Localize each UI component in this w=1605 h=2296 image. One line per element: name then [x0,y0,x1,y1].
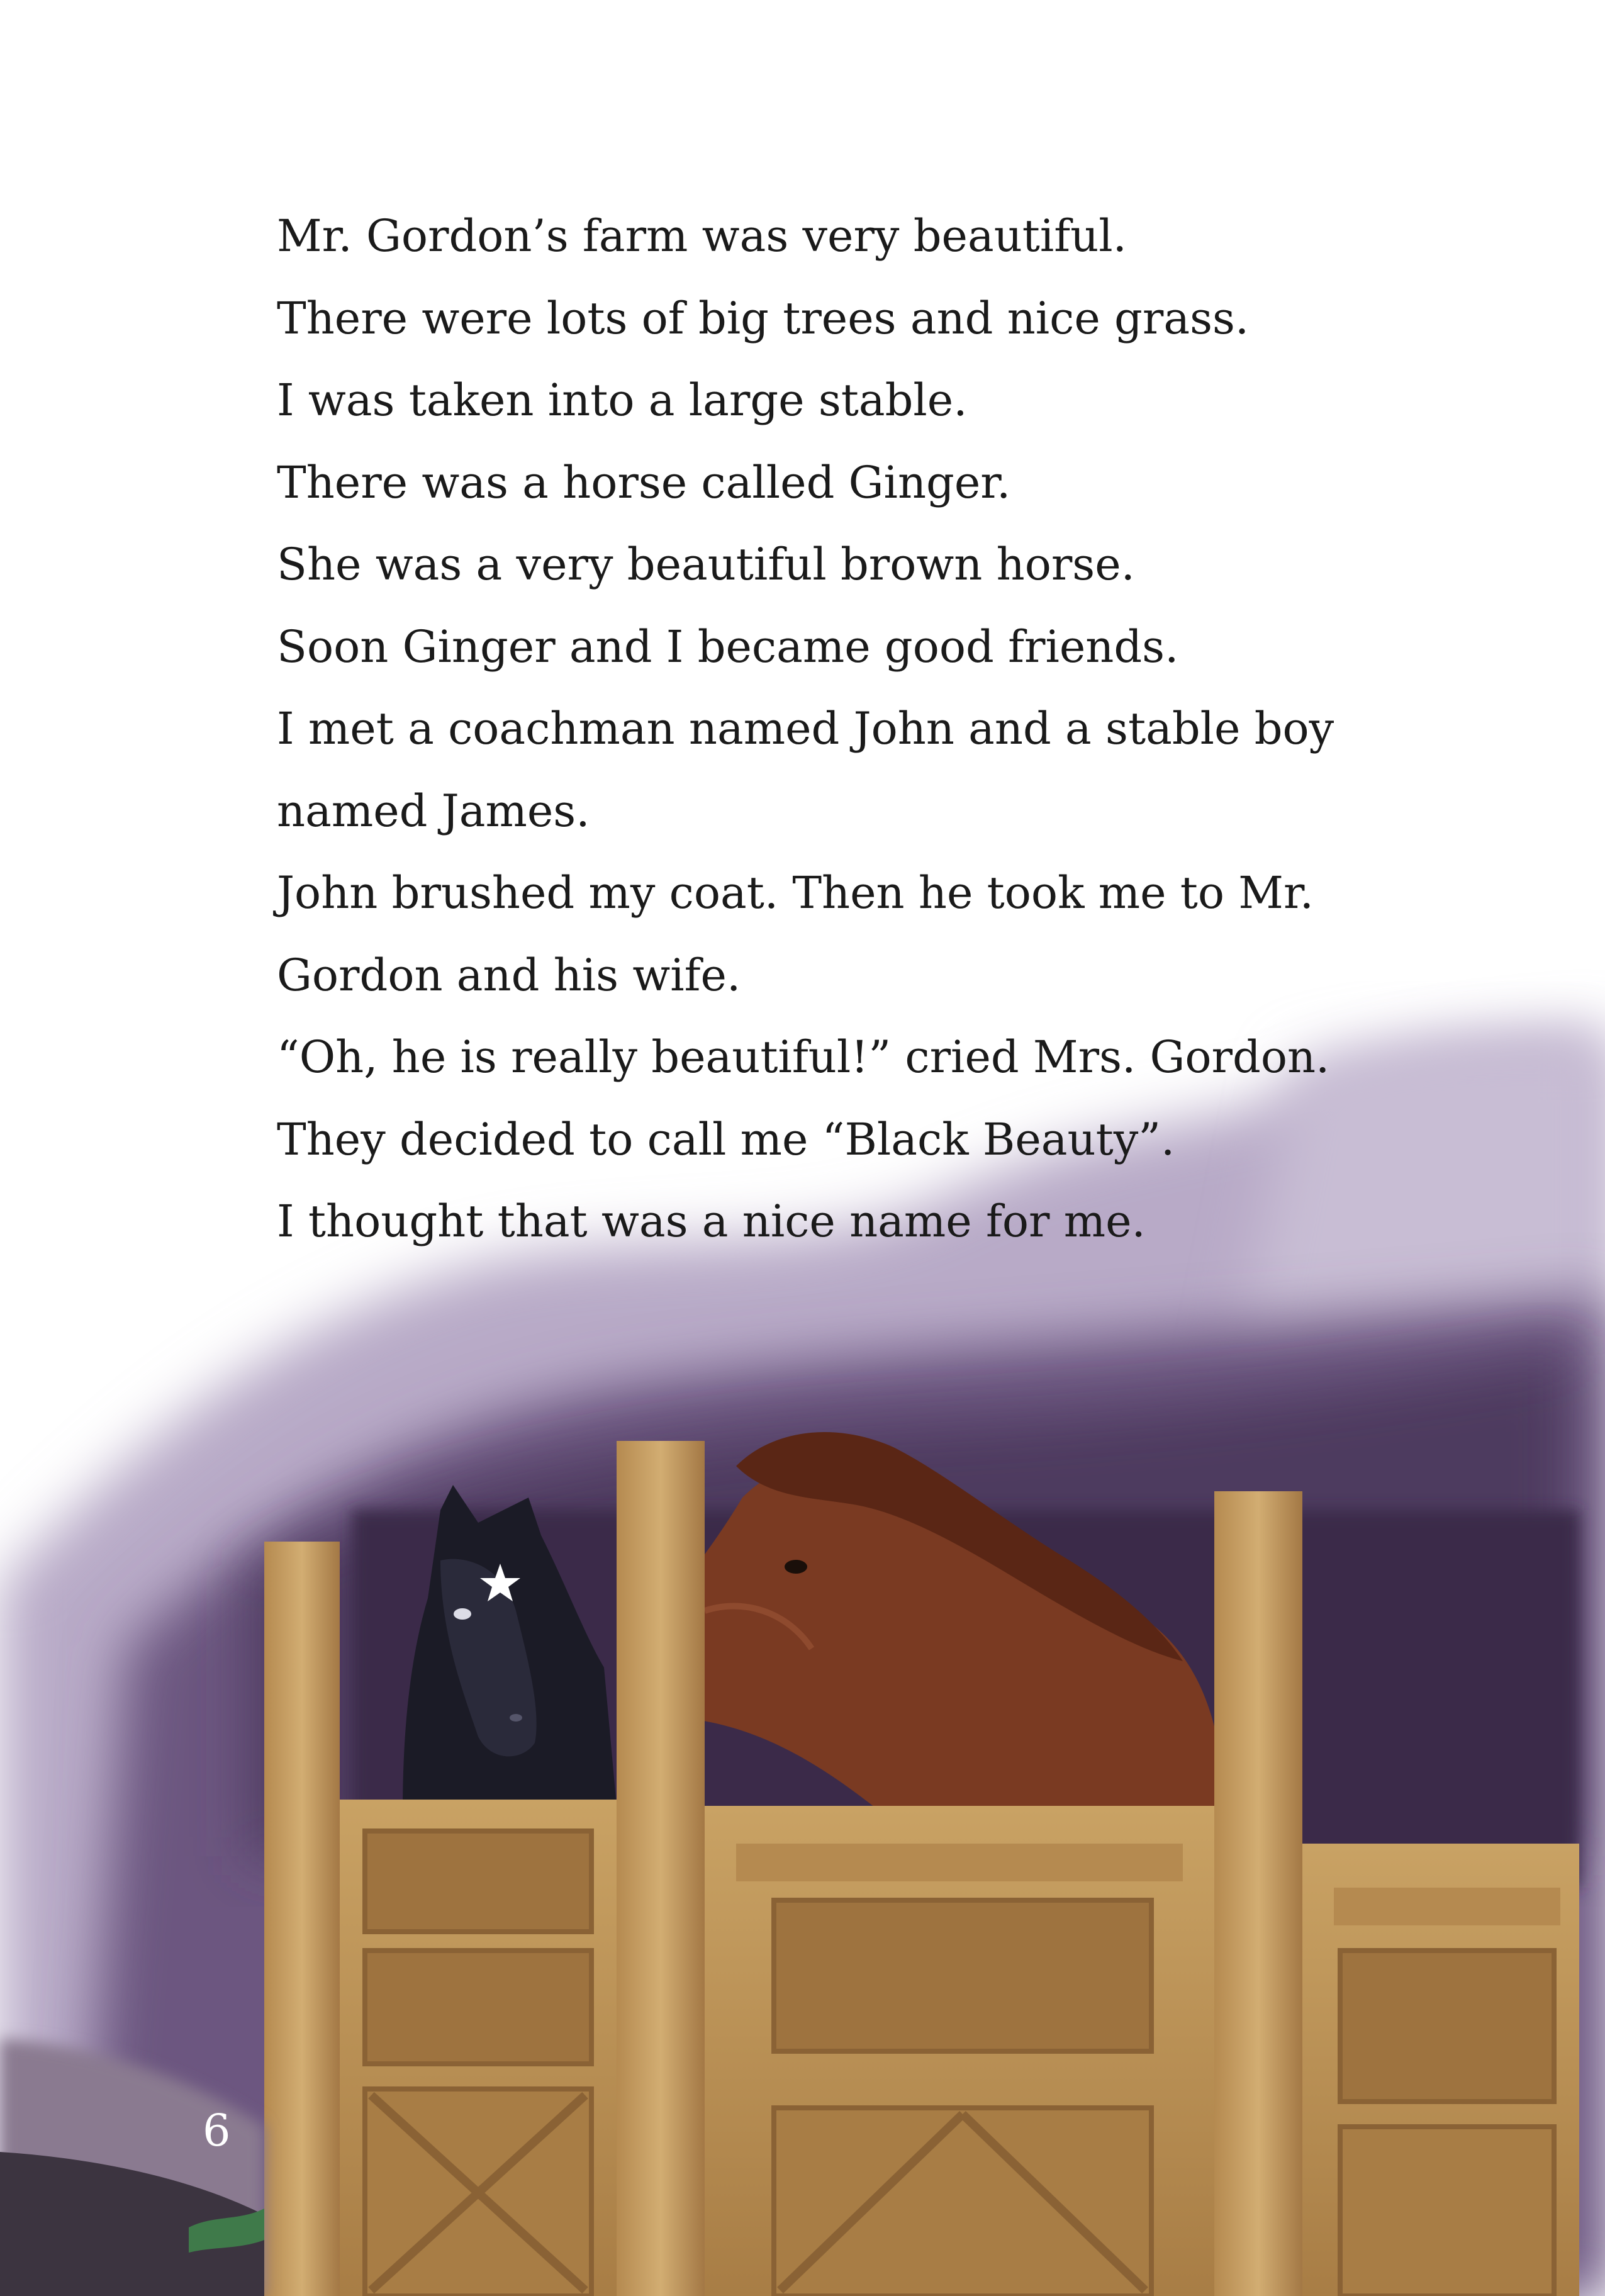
page-number: 6 [203,2105,231,2156]
story-line: I thought that was a nice name for me. [277,1196,1146,1247]
story-line: I was taken into a large stable. [277,374,968,426]
story-line: I met a coachman named John and a stable boy [277,703,1334,754]
story-line: She was a very beautiful brown horse. [277,539,1135,590]
story-line: John brushed my coat. Then he took me to Mr. [277,867,1314,919]
story-text [277,195,1472,1263]
story-line: There were lots of big trees and nice grass. [277,292,1250,344]
story-line: Gordon and his wife. [277,949,741,1001]
story-line: There was a horse called Ginger. [277,456,1011,508]
story-line: Soon Ginger and I became good friends. [277,620,1179,673]
story-line: named James. [277,785,590,837]
story-line: They decided to call me “Black Beauty”. [277,1113,1175,1165]
story-line: Mr. Gordon’s farm was very beautiful. [277,210,1127,262]
story-line: “Oh, he is really beautiful!” cried Mrs. Gordon. [277,1031,1330,1083]
